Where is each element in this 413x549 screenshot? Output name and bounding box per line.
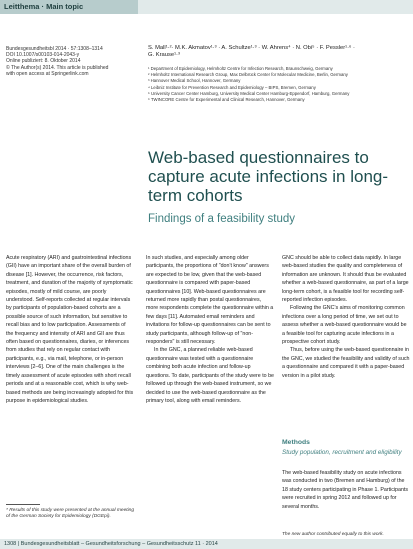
meta-line: Online publiziert: 8. Oktober 2014 bbox=[6, 58, 81, 65]
affiliation: ⁶ TWINCORE Centre for Experimental and Clinical Research, Hannover, Germany bbox=[148, 97, 305, 103]
author-line: S. Mall¹·²· M.K. Akmatov¹·³ · A. Schultze¹·³ · W. Ahrens⁴ · N. Obi⁵ · F. Pessler¹·⁶ · bbox=[148, 45, 355, 51]
affiliation: ² Helmholtz International Research Group, Max Delbrück Center for Molecular Medicine, Berlin, Germany bbox=[148, 72, 348, 78]
affiliation: ¹ Department of Epidemiology, Helmholtz Centre for Infection Research, Braunschweig, Germany bbox=[148, 66, 333, 71]
meta-line: © The Author(s) 2014. This article is published bbox=[6, 64, 109, 71]
affiliation-list bbox=[148, 66, 410, 103]
paragraph: In such studies, and especially among older participants, the proportions of "don't know" answers are expected to be low, given that the web-based questionnaire is compared with paper-based questionnaires [10]. Web-based questionnaires are returned more rapidly than postal questionnaires, more respondents complete the questionnaire within a few days [11]. Automated email reminders and invitations for follow-up questionnaires can be sent to study participants, although follow-up of "non-responders" is still necessary. bbox=[146, 255, 274, 346]
meta-line: DOI 10.1007/s00103-014-2043-y bbox=[6, 52, 80, 59]
subsection-heading: Study population, recruitment and eligibility bbox=[282, 449, 402, 456]
publication-meta bbox=[6, 46, 136, 77]
affiliation: ⁵ University Cancer Center Hamburg, University Medical Center Hamburg-Eppendorf, Hamburg, Germany bbox=[148, 90, 350, 96]
footnote: * Results of this study were presented at the annual meeting of the German Society for Epidemiology (DGEpi). bbox=[6, 508, 134, 520]
section-heading-methods: Methods bbox=[282, 439, 310, 446]
body-column-3 bbox=[282, 254, 410, 380]
author-note: The new author contributed equally to this work. bbox=[282, 532, 384, 537]
body-column-2 bbox=[146, 254, 274, 405]
section-label: Leitthema · Main topic bbox=[4, 2, 84, 11]
author-line: G. Krause¹·³ bbox=[148, 52, 180, 59]
meta-line: Bundesgesundheitsbl 2014 · 57:1308–1314 bbox=[6, 46, 103, 52]
paragraph: The web-based feasibility study on acute infections was conducted in two (Bremen and Hamburg) of the 18 study centers participating in Phase 1. Participants were recruited in spring 2012 and followed up for several months. bbox=[282, 470, 409, 510]
paragraph: Following the GNC's aims of monitoring common infections over a long period of time, we set out to assess whether a web-based questionnaire would be a feasible tool for capturing acute infections in a prospective cohort study. bbox=[282, 305, 407, 346]
footer-citation: 1308 | Bundesgesundheitsblatt – Gesundheitsforschung – Gesundheitsschutz 11 · 2014 bbox=[4, 541, 218, 547]
author-list bbox=[148, 45, 410, 60]
article-subtitle: Findings of a feasibility study bbox=[148, 213, 296, 225]
methods-text bbox=[282, 469, 410, 511]
paragraph: In the GNC, a planned reliable web-based questionnaire was tested with a questionnaire combining both acute infection and follow-up questions. To date, participants of the study were to be followed up through the web-based instrument, so we decided to use the web-based questionnaire as the primary tool, along with email reminders. bbox=[146, 347, 274, 404]
paragraph: Thus, before using the web-based questionnaire in the GNC, we studied the feasibility and validity of such a questionnaire and compared it with a paper-based version in a pilot study. bbox=[282, 347, 410, 379]
article-title: Web-based questionnaires to capture acute infections in long-term cohorts bbox=[148, 148, 389, 206]
footnote-divider bbox=[6, 504, 40, 505]
affiliation: ³ Hannover Medical School, Hannover, Germany bbox=[148, 78, 241, 84]
affiliation: ⁴ Leibniz Institute for Prevention Research and Epidemiology – BIPS, Bremen, Germany bbox=[148, 84, 316, 90]
paragraph: Acute respiratory (ARI) and gastrointestinal infections (GII) have an important share of the overall burden of disease [1]. However, the occurrence, risk factors, treatment, and duration of the majority of symptomatic episodes, mostly of mild course, are poorly understood. Self-reports collected at regular intervals by participants of population-based cohorts are a possible source of such information, but sensitive to recall bias and to low participation. Assessments of the frequency and intensity of ARI and GII are thus often based on questionnaires, diaries, or inferences from studies that rely on regular contact with participants, e.g., via mail, telephone, or in-person interviews [2–6]. One of the main challenges is the timely assessment of acute episodes with short recall periods and at a reasonable cost, which is why web-based methods are being increasingly adopted for this purpose in epidemiological studies. bbox=[6, 255, 134, 404]
paragraph: GNC should be able to collect data rapidly. In large web-based studies the quality and completeness of information are unknown. It should thus be evaluated whether a web-based questionnaire, as part of a large long-term cohort, is a feasible tool for recording self-reported infection episodes. bbox=[282, 255, 409, 304]
body-column-1 bbox=[6, 254, 134, 405]
meta-line: with open access at Springerlink.com bbox=[6, 70, 89, 77]
